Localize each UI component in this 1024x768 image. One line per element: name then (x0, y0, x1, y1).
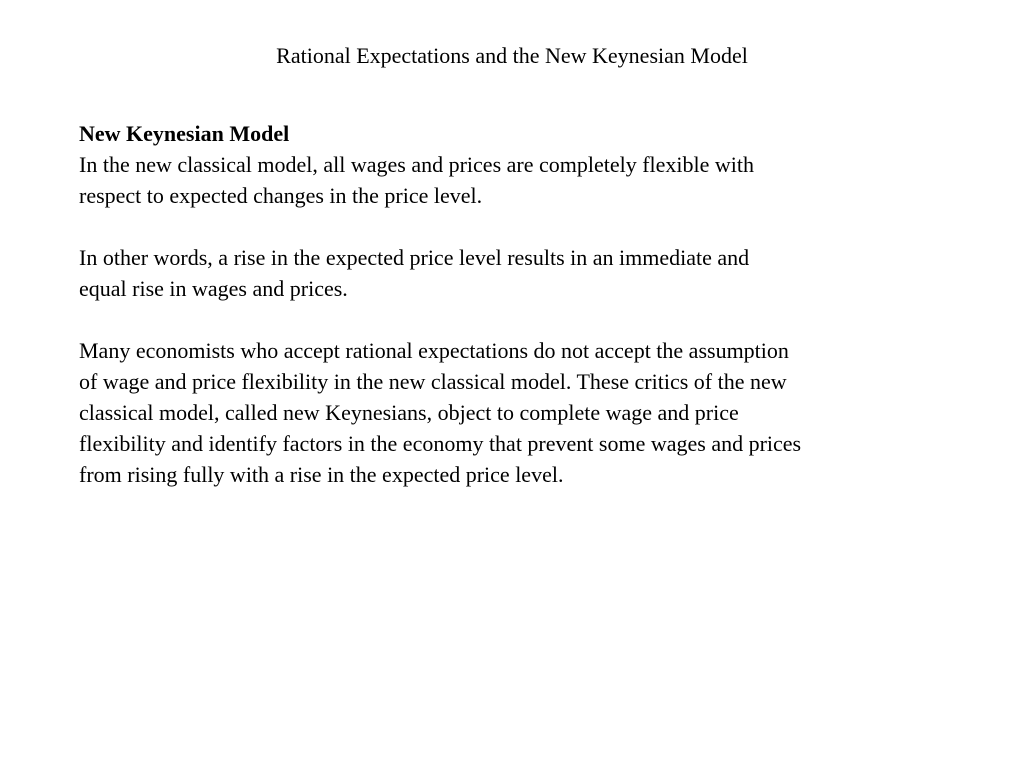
paragraph-line: from rising fully with a rise in the expected price level. (79, 462, 564, 487)
paragraph-flexible-wages (79, 149, 959, 211)
paragraph-new-keynesians (79, 335, 959, 490)
paragraph-expected-price-rise (79, 242, 959, 304)
paragraph-spacer (79, 304, 959, 335)
paragraph-line: respect to expected changes in the price level. (79, 183, 483, 208)
paragraph-spacer (79, 211, 959, 242)
paragraph-line: In other words, a rise in the expected price level results in an immediate and (79, 245, 750, 270)
paragraph-line: In the new classical model, all wages and prices are completely flexible with (79, 152, 755, 177)
paragraph-line: equal rise in wages and prices. (79, 276, 348, 301)
slide-title: Rational Expectations and the New Keynesian Model (276, 43, 748, 68)
slide-body (79, 118, 959, 490)
paragraph-line: of wage and price flexibility in the new classical model. These critics of the new (79, 369, 787, 394)
section-heading: New Keynesian Model (79, 121, 290, 146)
paragraph-line: Many economists who accept rational expectations do not accept the assumption (79, 338, 789, 363)
paragraph-line: classical model, called new Keynesians, object to complete wage and price (79, 400, 739, 425)
paragraph-line: flexibility and identify factors in the economy that prevent some wages and prices (79, 431, 802, 456)
